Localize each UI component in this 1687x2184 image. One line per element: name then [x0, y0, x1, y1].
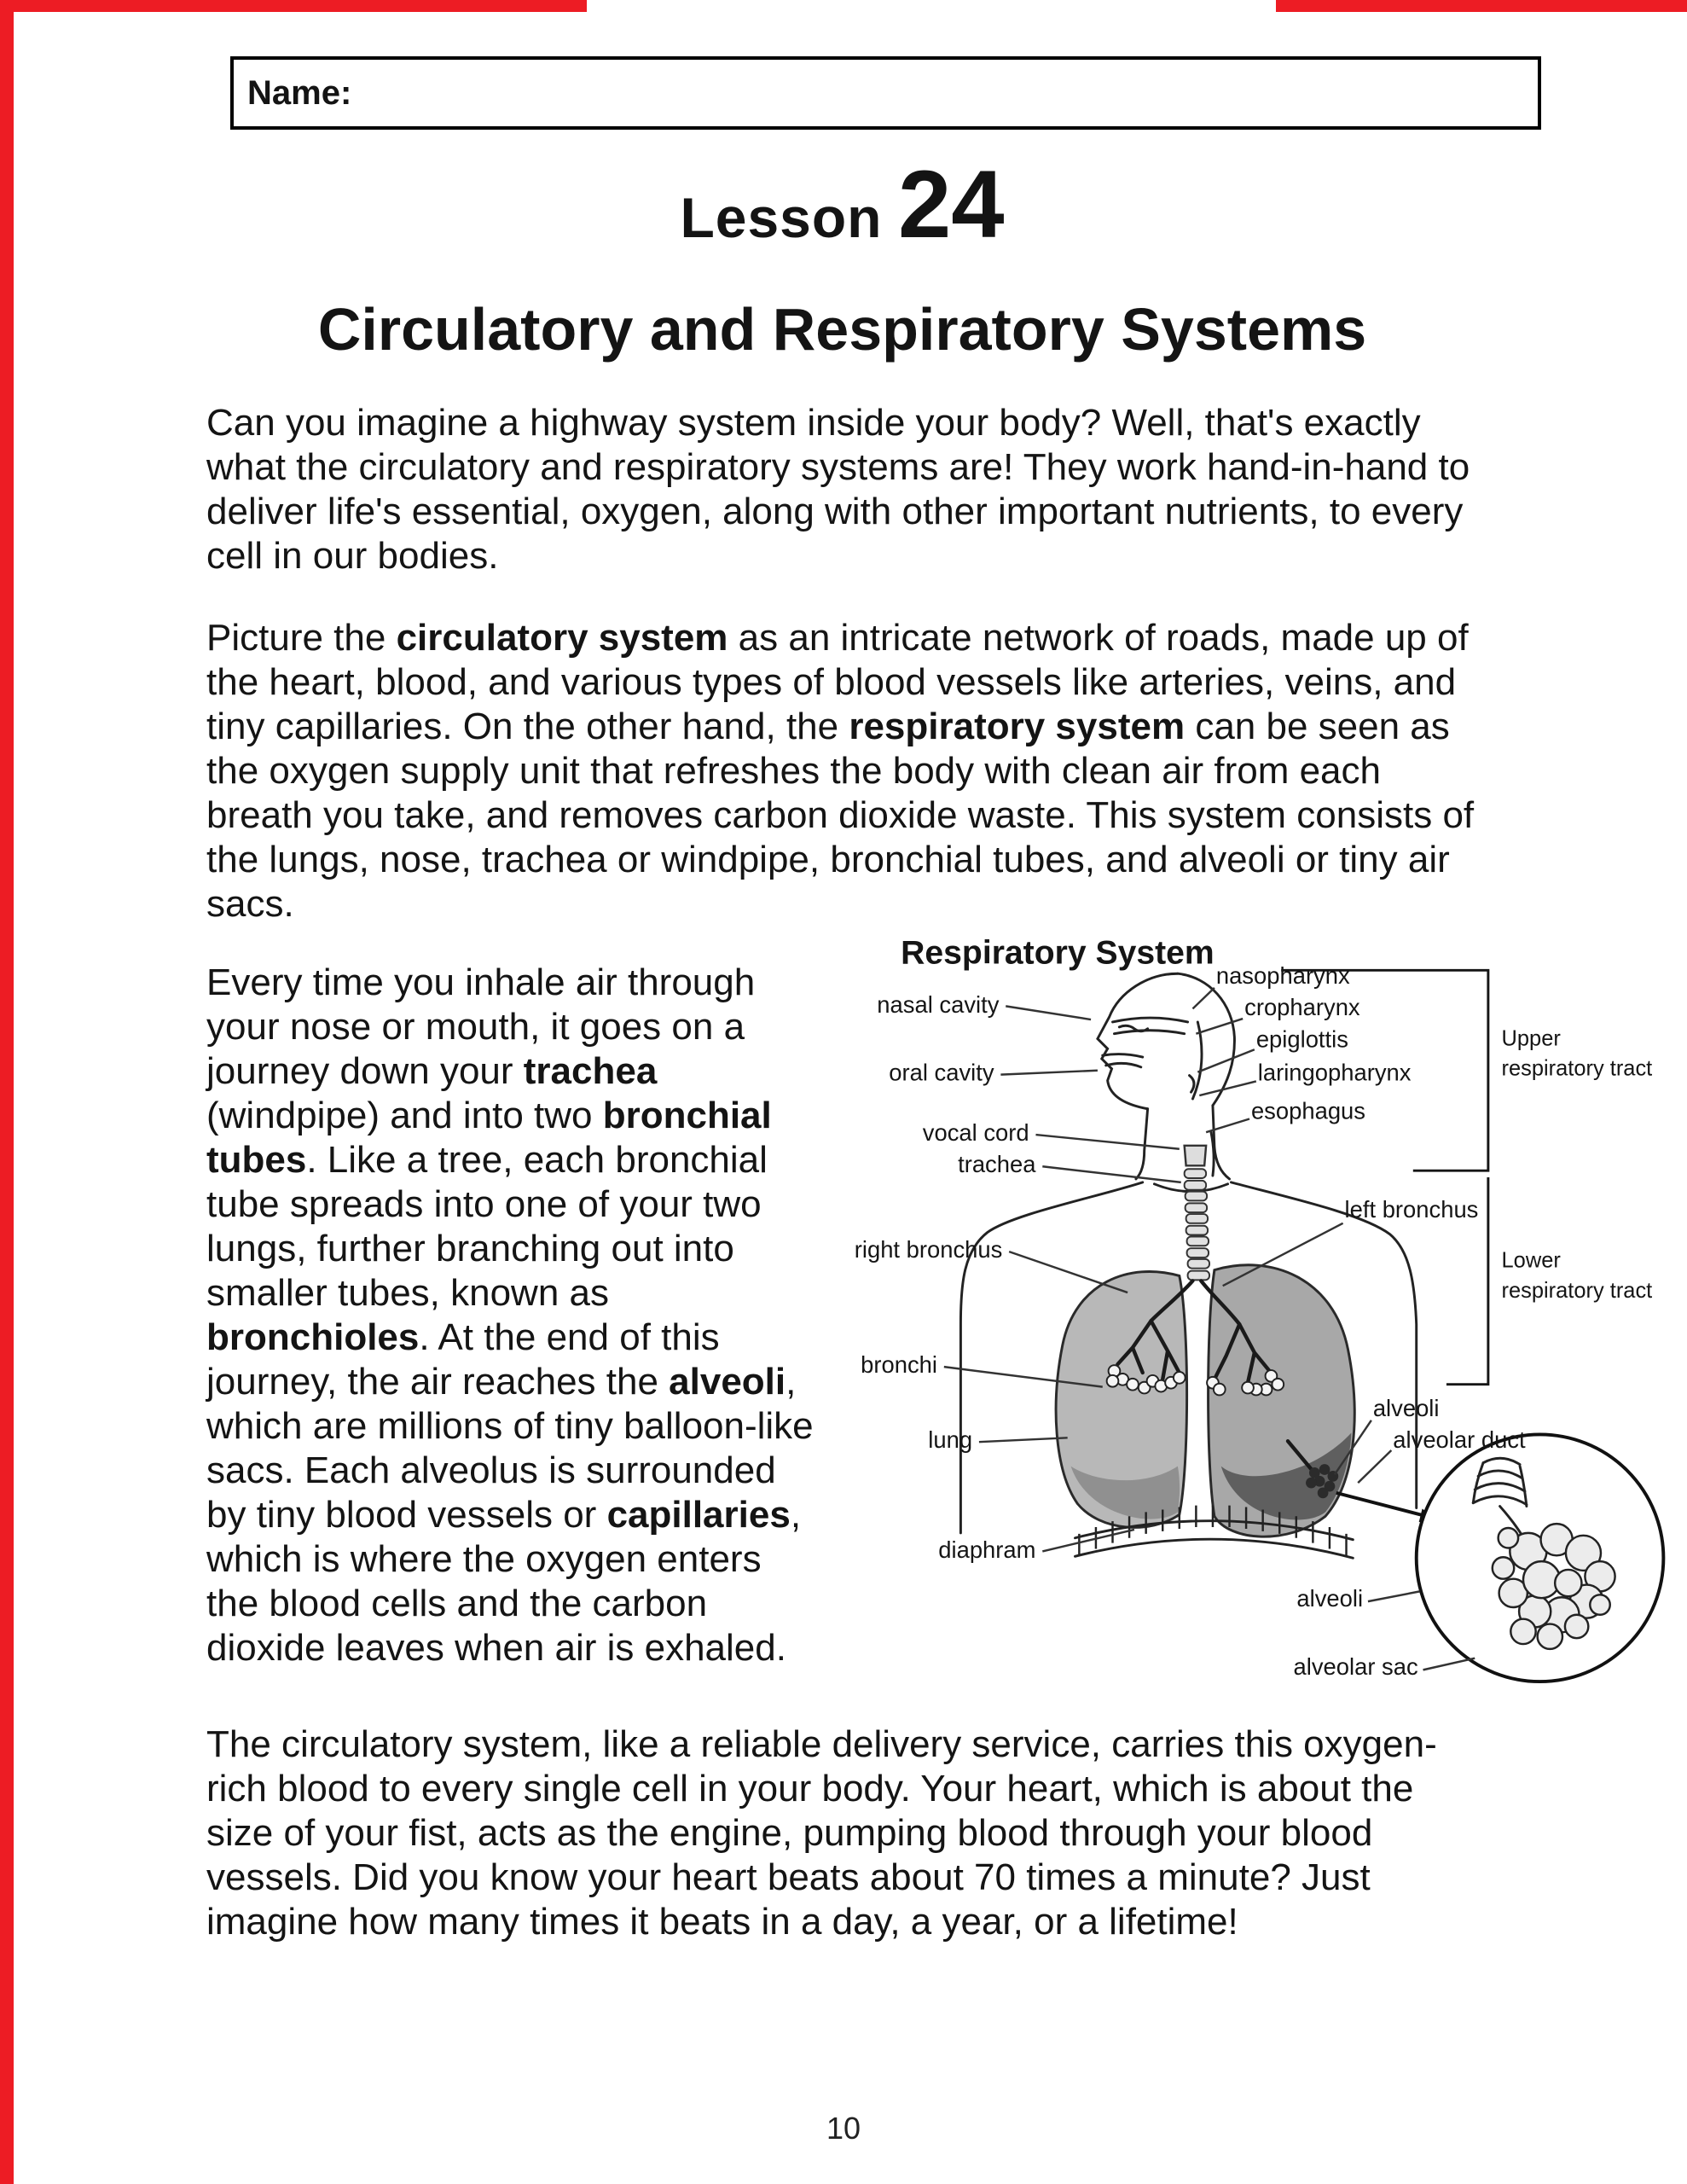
svg-text:diaphram: diaphram — [938, 1536, 1036, 1564]
svg-text:lung: lung — [928, 1426, 973, 1454]
svg-text:alveoli: alveoli — [1296, 1584, 1364, 1612]
svg-text:alveoli: alveoli — [1372, 1394, 1440, 1421]
breathing-paragraph: Every time you inhale air through your nose or mouth, it goes on a journey down your trachea (windpipe) and into two bronchial tubes. Like a tree, each bronchial tube spreads into one of your two lungs, further branching out into smaller tubes, known as bronchioles. At the end of this journey, the air reaches the alveoli, which are millions of tiny balloon-like sacs. Each alveolus is surrounded by tiny blood vessels or capillaries, which is where the oxygen enters the blood cells and the carbon dioxide leaves when air is exhaled. — [206, 961, 814, 1669]
svg-text:oral cavity: oral cavity — [889, 1059, 994, 1086]
label-nasal-cavity — [877, 991, 1091, 1019]
respiratory-diagram-container — [820, 930, 1687, 1702]
svg-text:respiratory tract: respiratory tract — [1501, 1056, 1653, 1081]
label-right-bronchus — [855, 1236, 1128, 1292]
svg-text:alveolar sac: alveolar sac — [1293, 1653, 1418, 1681]
alveolar-sac-inset — [1417, 1434, 1664, 1682]
label-trachea — [958, 1151, 1181, 1182]
lungs — [1056, 1265, 1354, 1536]
label-alveoli-lower — [1296, 1585, 1419, 1612]
svg-text:laringopharynx: laringopharynx — [1257, 1059, 1412, 1086]
label-diaphram — [938, 1530, 1134, 1563]
svg-text:Lower: Lower — [1501, 1248, 1561, 1273]
diagram-title: Respiratory System — [901, 934, 1215, 972]
svg-text:esophagus: esophagus — [1250, 1097, 1365, 1124]
label-lower-respiratory-tract — [1502, 1249, 1653, 1303]
svg-text:respiratory tract: respiratory tract — [1501, 1278, 1653, 1303]
svg-text:left bronchus: left bronchus — [1344, 1195, 1479, 1223]
label-oral-cavity — [889, 1059, 1098, 1085]
systems-paragraph: Picture the circulatory system as an intricate network of roads, made up of the heart, blood, and various types of blood vessels like arteries, veins, and tiny capillaries. On the other hand, the respiratory system can be seen as the oxygen supply unit that refreshes the body with clean air from each breath you take, and removes carbon dioxide waste. This system consists of the lungs, nose, trachea or windpipe, bronchial tubes, and alveoli or tiny air sacs. — [206, 617, 1475, 925]
lesson-heading — [206, 151, 1478, 283]
label-alveolar-sac — [1294, 1653, 1475, 1680]
lesson-word: Lesson — [680, 186, 883, 249]
svg-text:trachea: trachea — [958, 1151, 1036, 1178]
label-upper-respiratory-tract — [1502, 1026, 1653, 1080]
svg-text:Upper: Upper — [1501, 1026, 1561, 1051]
page-content — [206, 0, 1653, 1944]
label-vocal-cord — [923, 1119, 1180, 1149]
svg-text:alveolar duct: alveolar duct — [1393, 1426, 1526, 1454]
svg-text:cropharynx: cropharynx — [1244, 994, 1360, 1021]
page-title: Circulatory and Respiratory Systems — [317, 296, 1367, 363]
circulation-paragraph: The circulatory system, like a reliable delivery service, carries this oxygen-rich blood to every single cell in your body. Your heart, which is about the size of your fist, acts as the engine, pumping blood through your blood vessels. Did you know your heart beats about 70 times a minute? Just imagine how many times it beats in a day, a year, or a lifetime! — [206, 1723, 1437, 1943]
page-border-left — [0, 0, 14, 2184]
text-and-diagram-row — [206, 934, 1653, 1702]
svg-text:epiglottis: epiglottis — [1255, 1025, 1348, 1053]
svg-text:right bronchus: right bronchus — [854, 1235, 1003, 1263]
trachea-tube — [1185, 1169, 1209, 1280]
svg-text:vocal cord: vocal cord — [922, 1118, 1029, 1146]
intro-paragraph: Can you imagine a highway system inside your body? Well, that's exactly what the circulatory and respiratory systems are! They work hand-in-hand to deliver life's essential, oxygen, along with other important nutrients, to every cell in our bodies. — [206, 402, 1470, 577]
breathing-text-column — [206, 961, 820, 1670]
respiratory-diagram — [820, 930, 1678, 1698]
svg-text:nasal cavity: nasal cavity — [877, 991, 1000, 1019]
label-lung — [928, 1426, 1067, 1453]
lesson-number: 24 — [897, 151, 1005, 258]
name-label: Name: — [247, 73, 352, 112]
page-number: 10 — [826, 2111, 861, 2146]
label-esophagus — [1206, 1097, 1365, 1132]
svg-text:bronchi: bronchi — [861, 1350, 938, 1378]
svg-text:nasopharynx: nasopharynx — [1215, 961, 1350, 989]
